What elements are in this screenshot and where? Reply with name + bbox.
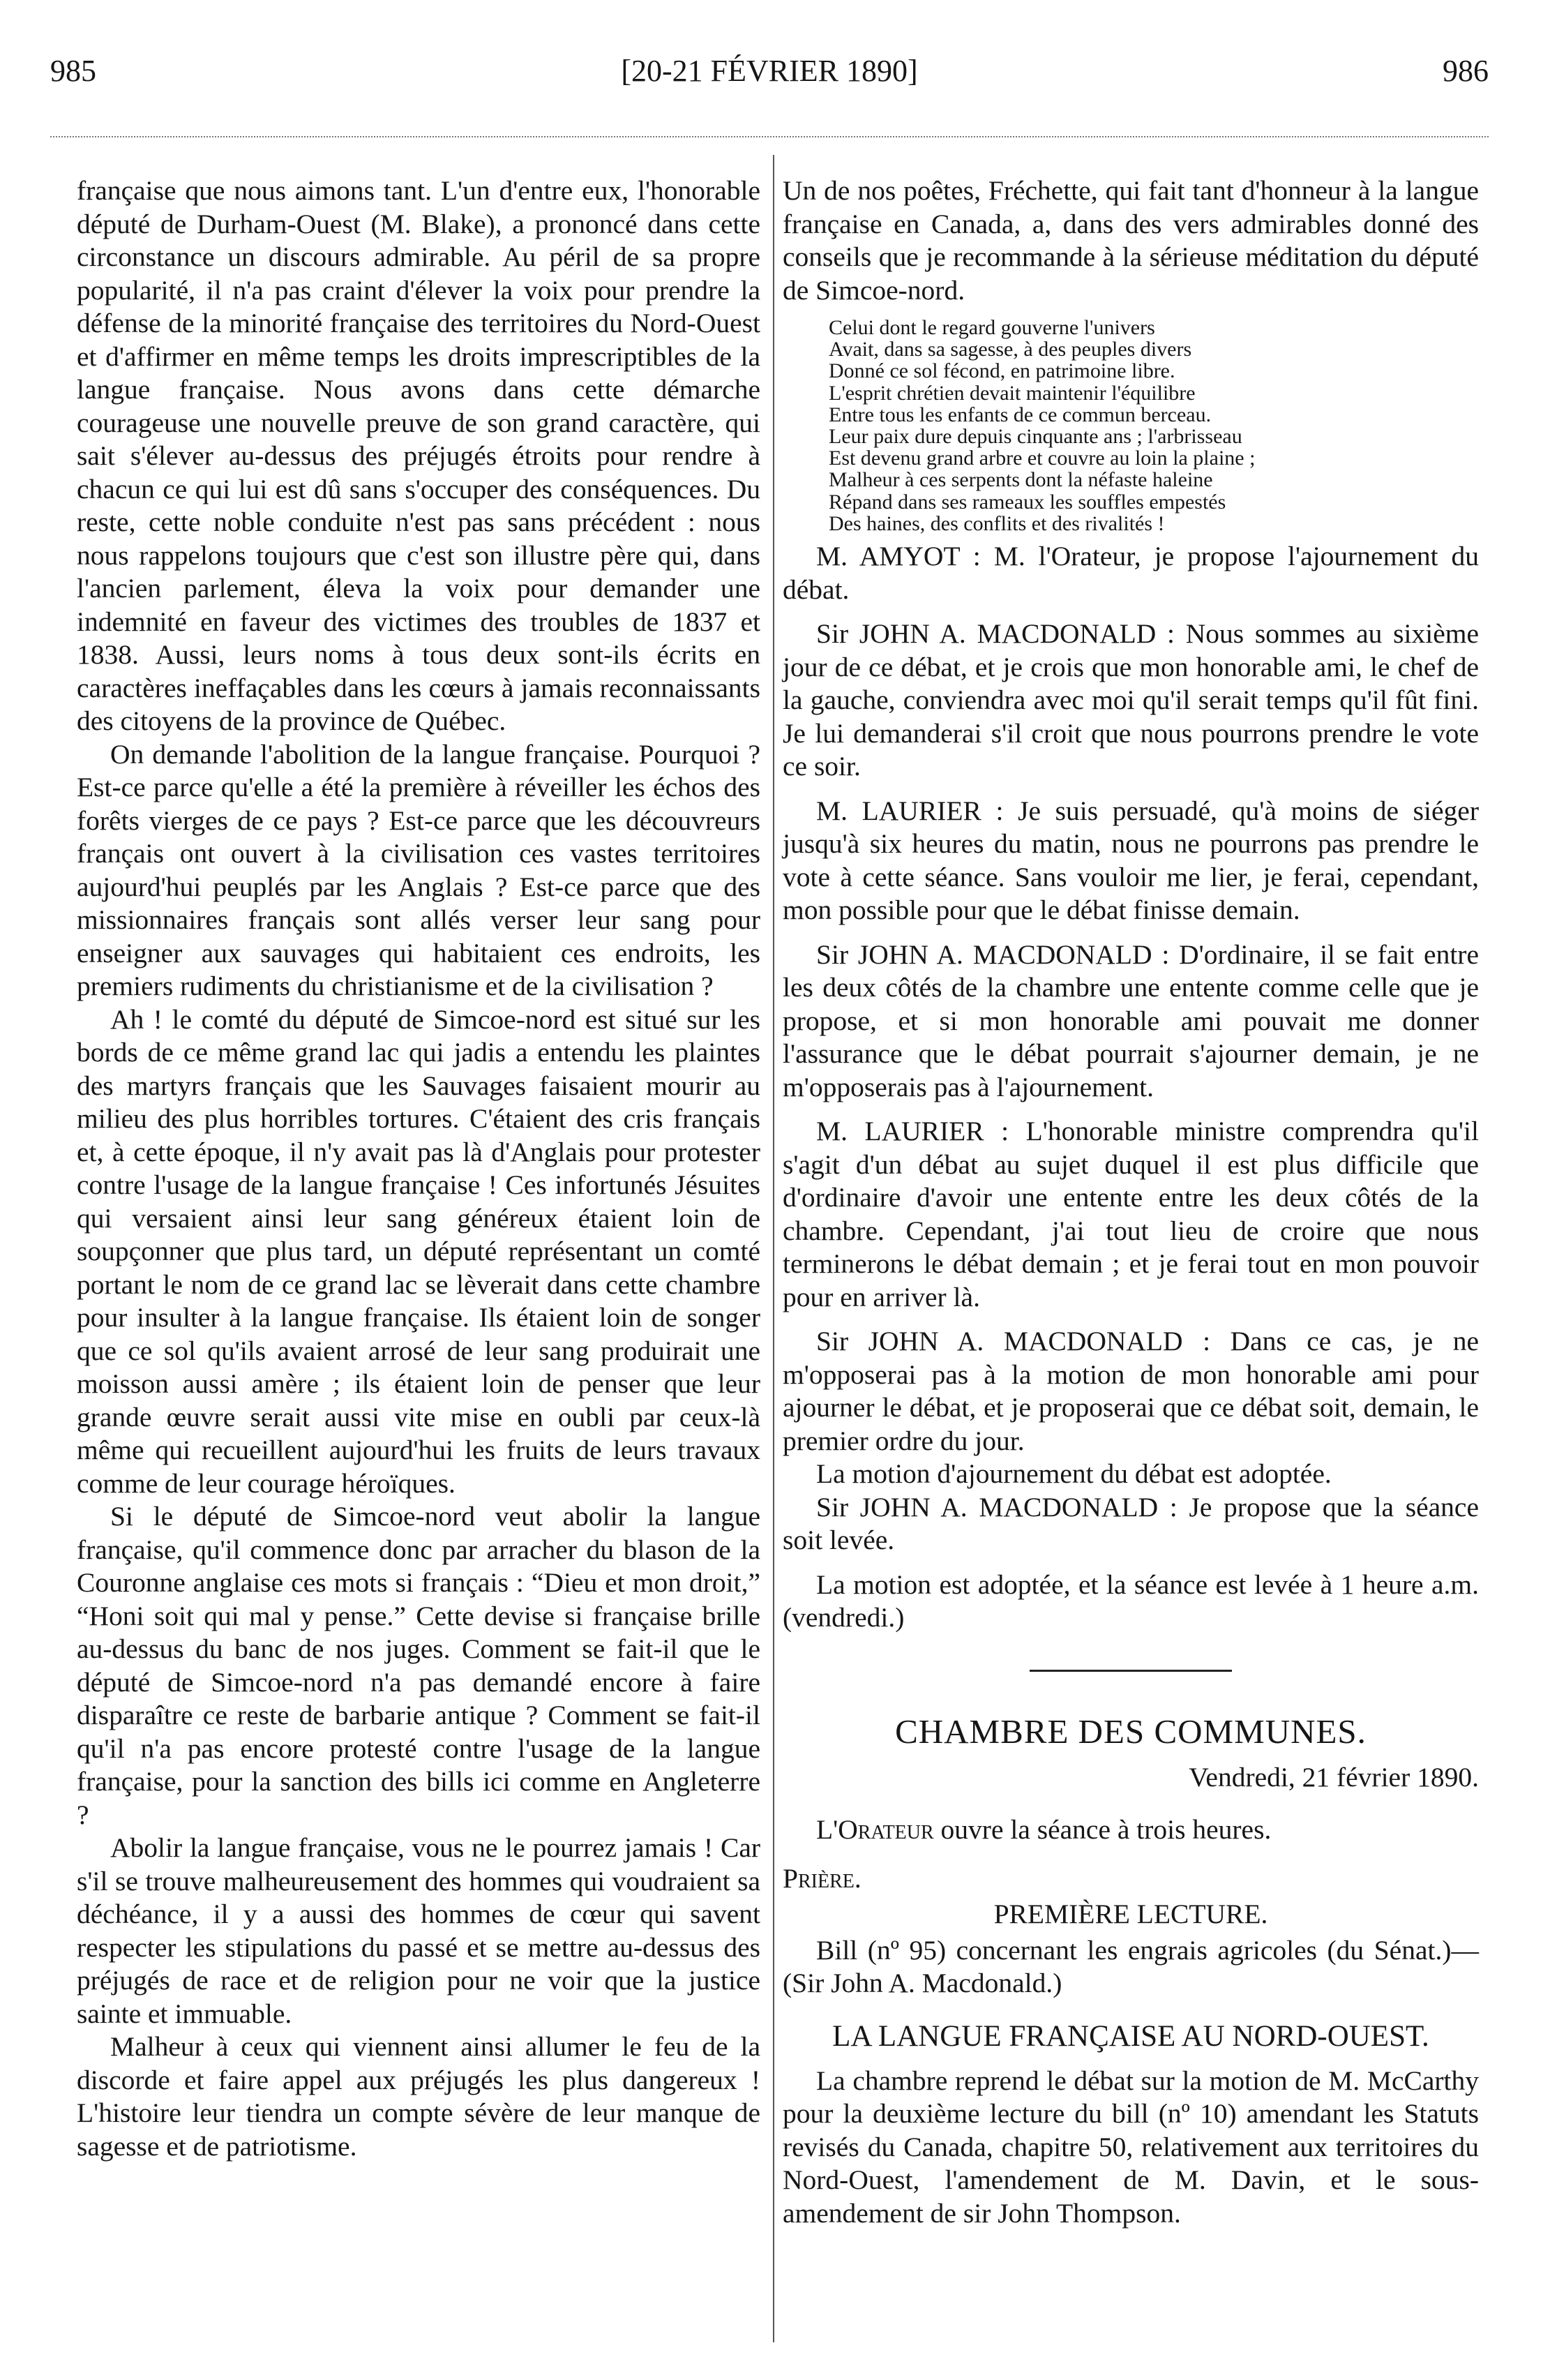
session-date: Vendredi, 21 février 1890. <box>1189 1761 1479 1793</box>
paragraph: Malheur à ceux qui viennent ainsi allumer le feu de la discorde et faire appel aux préjugés les plus dangereux ! L'histoire leur tiendra un compte sévère de leur manque de sagesse et de patriotisme. <box>77 2031 760 2162</box>
paragraph: Sir JOHN A. MACDONALD : Nous sommes au sixième jour de ce débat, et je crois que mon honorable ami, le chef de la gauche, conviendra avec moi qu'il serait temps qu'il fût fini. Je lui demanderai s'il croit que nous pourrons prendre le vote ce soir. <box>783 618 1479 782</box>
poem-quote <box>829 317 1479 534</box>
paragraph: M. LAURIER : Je suis persuadé, qu'à moins de siéger jusqu'à six heures du matin, nous ne pourrons pas prendre le vote à cette séance. Sans vouloir me lier, je ferai, cependant, mon possible pour que le débat finisse demain. <box>783 795 1479 926</box>
paragraph: On demande l'abolition de la langue française. Pourquoi ? Est-ce parce qu'elle a été la première à réveiller les échos des forêts vierges de ce pays ? Est-ce parce que les découvreurs français ont ouvert à la civilisation ces vastes territoires aujourd'hui peuplés par les Anglais ? Est-ce parce que des missionnaires français sont allés verser leur sang pour enseigner aux sauvages qui habitaient ces endroits, les premiers rudiments du christianisme et de la civilisation ? <box>77 738 760 1001</box>
section-heading: LA LANGUE FRANÇAISE AU NORD-OUEST. <box>832 2019 1429 2053</box>
page-header <box>50 50 1489 92</box>
paragraph: Ah ! le comté du député de Simcoe-nord est situé sur les bords de ce même grand lac qui jadis a entendu les plaintes des martyrs français que les Sauvages faisaient mourir au milieu des plus horribles tortures. C'étaient des cris français et, à cette époque, il n'y avait pas là d'Anglais pour protester contre l'usage de la langue française ! Ces infortunés Jésuites qui versaient ainsi leur sang généreux étaient loin de soupçonner que plus tard, un député représentant un comté portant le nom de ce grand lac se lèverait dans cette chambre pour insulter à la langue française. Ils étaient loin de songer que ce sol qu'ils avaient arrosé de leur sang produirait une moisson aussi amère ; ils étaient loin de penser que leur grande œuvre serait aussi vite mise en oubli par ceux-là même qui recueillent aujourd'hui les fruits de leurs travaux comme de leur courage héroïques. <box>77 1003 760 1499</box>
paragraph: Sir JOHN A. MACDONALD : Dans ce cas, je ne m'opposerai pas à la motion de mon honorable ami pour ajourner le débat, et je proposerai que ce débat soit, demain, le premier ordre du jour. <box>783 1326 1479 1456</box>
paragraph-text: ouvre la séance à trois heures. <box>933 1814 1272 1846</box>
poem-line: Malheur à ces serpents dont la néfaste haleine <box>829 468 1213 492</box>
paragraph: M. AMYOT : M. l'Orateur, je propose l'ajournement du débat. <box>783 541 1479 605</box>
poem-line: Leur paix dure depuis cinquante ans ; l'arbrisseau <box>829 425 1242 449</box>
poem-line: Des haines, des conflits et des rivalités ! <box>829 511 1165 535</box>
paragraph: Bill (nº 95) concernant les engrais agricoles (du Sénat.)—(Sir John A. Macdonald.) <box>783 1934 1479 1999</box>
header-rule <box>50 136 1489 137</box>
page-number-right: 986 <box>1443 54 1489 88</box>
poem-line: Avait, dans sa sagesse, à des peuples divers <box>829 338 1192 361</box>
poem-line: Donné ce sol fécond, en patrimoine libre. <box>829 359 1175 383</box>
subheading: PREMIÈRE LECTURE. <box>993 1899 1268 1930</box>
poem-line: L'esprit chrétien devait maintenir l'équilibre <box>829 381 1196 405</box>
column-divider <box>773 155 774 2342</box>
poem-line: Entre tous les enfants de ce commun berceau. <box>829 403 1212 426</box>
paragraph: La motion est adoptée, et la séance est levée à 1 heure a.m. (vendredi.) <box>783 1569 1479 1633</box>
paragraph: Sir JOHN A. MACDONALD : D'ordinaire, il se fait entre les deux côtés de la chambre une entente comme celle que je propose, et si mon honorable ami pouvait me donner l'assurance que le débat pourrait s'ajourner demain, je ne m'opposerais pas à l'ajournement. <box>783 938 1479 1102</box>
paragraph: Abolir la langue française, vous ne le pourrez jamais ! Car s'il se trouve malheureusement des hommes qui voudraient sa déchéance, il y a aussi des hommes de cœur qui savent respecter les stipulations du passé et se mettre au-dessus des préjugés de race et de religion pour ne voir que la justice sainte et immuable. <box>77 1832 760 2029</box>
poem-line: Celui dont le regard gouverne l'univers <box>829 316 1155 339</box>
page-number-left: 985 <box>50 54 96 88</box>
section-rule <box>1030 1670 1232 1672</box>
paragraph: La motion d'ajournement du débat est adoptée. <box>816 1458 1332 1490</box>
paragraph: Un de nos poêtes, Fréchette, qui fait tant d'honneur à la langue française en Canada, a, dans des vers admirables donné des conseils que je recommande à la sérieuse méditation du député de Simcoe-nord. <box>783 175 1479 306</box>
paragraph: M. LAURIER : L'honorable ministre comprendra qu'il s'agit d'un débat au sujet duquel il est plus difficile que d'ordinaire d'avoir une entente entre les deux côtés de la chambre. Cependant, j'ai tout lieu de croire que nous terminerons le débat demain ; et je ferai tout en mon pouvoir pour en arriver là. <box>783 1116 1479 1312</box>
chamber-title: CHAMBRE DES COMMUNES. <box>895 1712 1367 1751</box>
paragraph: Sir JOHN A. MACDONALD : Je propose que la séance soit levée. <box>783 1491 1479 1556</box>
poem-line: Est devenu grand arbre et couvre au loin la plaine ; <box>829 447 1256 470</box>
running-title: [20-21 FÉVRIER 1890] <box>621 54 918 88</box>
paragraph: La chambre reprend le débat sur la motion de M. McCarthy pour la deuxième lecture du bill (nº 10) amendant les Statuts revisés du Canada, chapitre 50, relativement aux territoires du Nord-Ouest, l'amendement de M. Davin, et le sous-amendement de sir John Thompson. <box>783 2065 1479 2229</box>
right-column <box>783 174 1479 2230</box>
paragraph: Si le député de Simcoe-nord veut abolir la langue française, qu'il commence donc par arracher du blason de la Couronne anglaise ces mots si français : “Dieu et mon droit,” “Honi soit qui mal y pense.” Cette devise si française brille au-dessus du banc de nos juges. Comment se fait-il que le député de Simcoe-nord n'a pas demandé encore à faire disparaître ce reste de barbarie antique ? Comment se fait-il qu'il n'a pas encore protesté contre l'usage de la langue française, pour la sanction des bills ici comme en Angleterre ? <box>77 1501 760 1830</box>
paragraph <box>783 1813 1479 1847</box>
poem-line: Répand dans ses rameaux les souffles empestés <box>829 490 1226 514</box>
prayer-heading: Prière. <box>783 1862 861 1894</box>
left-column <box>77 174 760 2163</box>
paragraph: française que nous aimons tant. L'un d'entre eux, l'honorable député de Durham-Ouest (M. Blake), a prononcé dans cette circonstance un discours admirable. Au péril de sa propre popularité, il n'a pas craint d'élever la voix pour prendre la défense de la minorité française des territoires du Nord-Ouest et d'affirmer en même temps les droits imprescriptibles de la langue française. Nous avons dans cette démarche courageuse une nouvelle preuve de son grand caractère, qui sait s'élever au-dessus des préjugés étroits pour rendre à chacun ce qui lui est dû sans s'occuper des conséquences. Du reste, cette noble conduite n'est pas sans précédent : nous nous rappelons toujours que c'est son illustre père qui, dans l'ancien parlement, éleva la voix pour demander une indemnité en faveur des victimes des troubles de 1837 et 1838. Aussi, leurs noms à tous deux sont-ils écrits en caractères ineffaçables dans les cœurs à jamais reconnaissants des citoyens de la province de Québec. <box>77 175 760 736</box>
speaker-name: L'Orateur <box>816 1814 934 1846</box>
